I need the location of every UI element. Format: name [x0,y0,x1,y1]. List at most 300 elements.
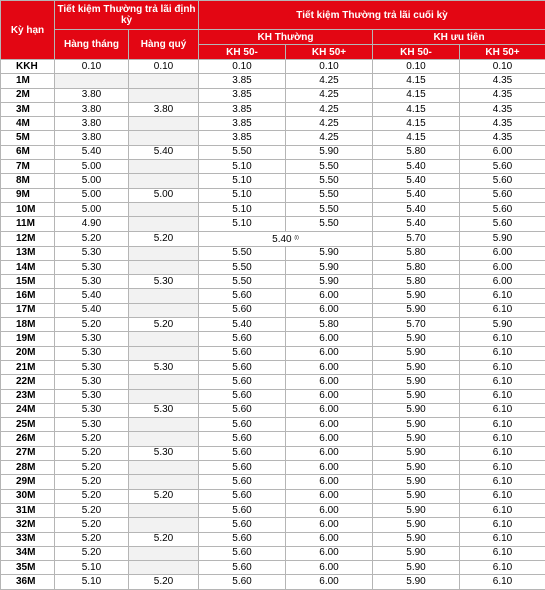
regular-kh50-minus-cell: 5.60 [199,346,286,360]
priority-kh50-plus-cell: 6.10 [460,303,545,317]
quarterly-rate-cell: 5.20 [129,318,199,332]
table-row [1,475,545,489]
priority-kh50-minus-cell: 5.90 [373,303,460,317]
term-cell: 6M [1,145,55,159]
quarterly-rate-cell [129,202,199,216]
table-row [1,217,545,231]
regular-kh50-minus-cell: 3.85 [199,131,286,145]
priority-kh50-minus-header: KH 50- [373,45,460,60]
term-cell: 13M [1,246,55,260]
monthly-rate-cell: 5.30 [55,346,129,360]
term-cell: 10M [1,202,55,216]
regular-kh50-plus-cell: 6.00 [286,418,373,432]
quarterly-rate-cell [129,375,199,389]
quarterly-rate-cell: 5.30 [129,360,199,374]
regular-kh50-plus-cell: 6.00 [286,489,373,503]
monthly-rate-cell: 3.80 [55,117,129,131]
regular-kh50-minus-cell: 5.60 [199,503,286,517]
quarterly-rate-cell [129,332,199,346]
priority-kh50-minus-cell: 0.10 [373,60,460,74]
term-cell: 23M [1,389,55,403]
table-row [1,332,545,346]
regular-kh50-plus-cell: 4.25 [286,74,373,88]
priority-kh50-plus-cell: 5.90 [460,231,545,246]
regular-kh50-plus-cell: 6.00 [286,503,373,517]
regular-kh50-plus-cell: 6.00 [286,561,373,575]
regular-kh50-plus-cell: 5.90 [286,246,373,260]
term-cell: 28M [1,461,55,475]
regular-kh50-minus-cell: 5.60 [199,518,286,532]
quarterly-rate-cell [129,475,199,489]
regular-kh50-plus-cell: 5.90 [286,275,373,289]
quarterly-rate-cell: 5.30 [129,275,199,289]
priority-kh50-minus-cell: 5.90 [373,360,460,374]
regular-kh50-minus-cell: 5.60 [199,475,286,489]
quarterly-rate-cell [129,303,199,317]
priority-kh50-minus-cell: 5.80 [373,145,460,159]
monthly-rate-cell: 5.30 [55,403,129,417]
monthly-rate-cell: 5.40 [55,289,129,303]
quarterly-rate-cell [129,260,199,274]
priority-kh50-plus-cell: 5.60 [460,202,545,216]
monthly-rate-cell: 5.20 [55,231,129,246]
table-row [1,60,545,74]
monthly-header: Hàng tháng [55,30,129,60]
priority-kh50-plus-cell: 4.35 [460,131,545,145]
priority-kh50-minus-cell: 5.40 [373,188,460,202]
term-cell: 2M [1,88,55,102]
regular-kh50-plus-cell: 0.10 [286,60,373,74]
quarterly-rate-cell [129,461,199,475]
regular-kh50-minus-cell: 3.85 [199,74,286,88]
priority-kh50-minus-cell: 5.70 [373,318,460,332]
term-cell: 8M [1,174,55,188]
priority-kh50-minus-cell: 5.80 [373,260,460,274]
regular-kh50-plus-cell: 6.00 [286,432,373,446]
priority-kh50-plus-cell: 6.10 [460,475,545,489]
quarterly-rate-cell [129,346,199,360]
table-row [1,246,545,260]
regular-kh50-minus-cell: 5.60 [199,561,286,575]
priority-kh50-plus-cell: 6.10 [460,575,545,589]
regular-kh50-minus-cell: 5.60 [199,403,286,417]
table-row [1,160,545,174]
monthly-rate-cell: 5.30 [55,389,129,403]
regular-kh50-plus-cell: 6.00 [286,346,373,360]
regular-kh50-minus-cell: 3.85 [199,102,286,116]
monthly-rate-cell: 5.20 [55,503,129,517]
monthly-rate-cell: 5.20 [55,432,129,446]
regular-kh50-minus-cell: 3.85 [199,117,286,131]
priority-customer-header: KH ưu tiên [373,30,545,45]
monthly-rate-cell: 5.30 [55,375,129,389]
regular-kh50-minus-cell: 5.10 [199,160,286,174]
regular-kh50-plus-cell: 5.50 [286,217,373,231]
priority-kh50-minus-cell: 5.90 [373,432,460,446]
monthly-rate-cell: 5.20 [55,532,129,546]
priority-kh50-plus-header: KH 50+ [460,45,545,60]
term-cell: 24M [1,403,55,417]
regular-kh50-minus-cell: 5.60 [199,575,286,589]
term-cell: 25M [1,418,55,432]
quarterly-rate-cell [129,246,199,260]
priority-kh50-plus-cell: 6.00 [460,275,545,289]
priority-kh50-plus-cell: 6.10 [460,346,545,360]
regular-kh50-plus-cell: 4.25 [286,88,373,102]
term-cell: KKH [1,60,55,74]
quarterly-rate-cell [129,546,199,560]
term-cell: 29M [1,475,55,489]
table-row [1,275,545,289]
quarterly-rate-cell: 5.30 [129,446,199,460]
regular-kh50-plus-cell: 6.00 [286,446,373,460]
priority-kh50-minus-cell: 5.40 [373,174,460,188]
priority-kh50-minus-cell: 4.15 [373,131,460,145]
priority-kh50-minus-cell: 5.90 [373,375,460,389]
quarterly-rate-cell: 5.20 [129,532,199,546]
regular-kh50-plus-cell: 6.00 [286,289,373,303]
term-cell: 4M [1,117,55,131]
monthly-rate-cell: 5.10 [55,561,129,575]
table-row [1,375,545,389]
monthly-rate-cell: 5.30 [55,260,129,274]
regular-kh50-minus-cell: 5.60 [199,532,286,546]
priority-kh50-plus-cell: 0.10 [460,60,545,74]
table-row [1,346,545,360]
regular-kh50-minus-cell: 5.50 [199,246,286,260]
regular-kh50-minus-cell: 5.60 [199,432,286,446]
quarterly-rate-cell [129,389,199,403]
regular-kh50-plus-cell: 5.90 [286,260,373,274]
monthly-rate-cell [55,74,129,88]
quarterly-rate-cell: 3.80 [129,102,199,116]
priority-kh50-plus-cell: 6.00 [460,145,545,159]
regular-kh50-plus-cell: 5.80 [286,318,373,332]
monthly-rate-cell: 5.30 [55,246,129,260]
term-cell: 20M [1,346,55,360]
regular-kh50-minus-cell: 5.10 [199,202,286,216]
table-row [1,188,545,202]
regular-kh50-minus-header: KH 50- [199,45,286,60]
regular-merged-rate-cell [199,231,373,246]
monthly-rate-cell: 5.00 [55,174,129,188]
term-cell: 14M [1,260,55,274]
regular-kh50-plus-cell: 6.00 [286,403,373,417]
regular-kh50-minus-cell: 5.60 [199,418,286,432]
regular-kh50-minus-cell: 5.60 [199,332,286,346]
priority-kh50-plus-cell: 6.10 [460,360,545,374]
regular-kh50-minus-cell: 5.10 [199,188,286,202]
priority-kh50-plus-cell: 5.60 [460,174,545,188]
table-body [1,60,545,590]
term-cell: 9M [1,188,55,202]
priority-kh50-plus-cell: 4.35 [460,88,545,102]
priority-kh50-minus-cell: 5.90 [373,461,460,475]
priority-kh50-plus-cell: 5.90 [460,318,545,332]
regular-kh50-plus-cell: 6.00 [286,575,373,589]
quarterly-rate-cell [129,432,199,446]
regular-kh50-plus-cell: 6.00 [286,546,373,560]
regular-kh50-plus-cell: 6.00 [286,303,373,317]
priority-kh50-plus-cell: 6.00 [460,246,545,260]
regular-kh50-minus-cell: 5.60 [199,489,286,503]
table-row [1,432,545,446]
priority-kh50-minus-cell: 5.90 [373,289,460,303]
term-cell: 19M [1,332,55,346]
priority-kh50-plus-cell: 5.60 [460,217,545,231]
table-row [1,503,545,517]
priority-kh50-minus-cell: 4.15 [373,102,460,116]
table-row [1,74,545,88]
regular-kh50-plus-cell: 6.00 [286,475,373,489]
monthly-rate-cell: 3.80 [55,131,129,145]
priority-kh50-minus-cell: 5.90 [373,389,460,403]
priority-kh50-minus-cell: 4.15 [373,88,460,102]
quarterly-rate-cell: 5.30 [129,403,199,417]
term-cell: 36M [1,575,55,589]
monthly-rate-cell: 5.00 [55,160,129,174]
regular-kh50-plus-cell: 4.25 [286,117,373,131]
quarterly-rate-cell: 5.40 [129,145,199,159]
monthly-rate-cell: 5.40 [55,145,129,159]
monthly-rate-cell: 5.30 [55,418,129,432]
regular-kh50-minus-cell: 5.10 [199,217,286,231]
priority-kh50-plus-cell: 6.10 [460,532,545,546]
table-row [1,231,545,246]
priority-kh50-plus-cell: 4.35 [460,74,545,88]
regular-kh50-plus-cell: 5.50 [286,188,373,202]
monthly-rate-cell: 5.20 [55,489,129,503]
priority-kh50-minus-cell: 5.90 [373,489,460,503]
table-row [1,88,545,102]
quarterly-rate-cell: 5.20 [129,575,199,589]
table-row [1,461,545,475]
table-row [1,518,545,532]
quarterly-rate-cell [129,289,199,303]
monthly-rate-cell: 5.20 [55,518,129,532]
table-row [1,102,545,116]
quarterly-rate-cell [129,518,199,532]
priority-kh50-minus-cell: 5.90 [373,575,460,589]
regular-kh50-minus-cell: 3.85 [199,88,286,102]
term-cell: 35M [1,561,55,575]
priority-kh50-plus-cell: 5.60 [460,188,545,202]
footnote-marker: (i) [294,235,298,241]
priority-kh50-minus-cell: 5.40 [373,217,460,231]
term-cell: 1M [1,74,55,88]
term-cell: 7M [1,160,55,174]
quarterly-header: Hàng quý [129,30,199,60]
priority-kh50-minus-cell: 5.90 [373,446,460,460]
priority-kh50-plus-cell: 6.00 [460,260,545,274]
term-cell: 11M [1,217,55,231]
monthly-rate-cell: 5.20 [55,475,129,489]
regular-kh50-plus-cell: 5.50 [286,160,373,174]
priority-kh50-plus-cell: 6.10 [460,461,545,475]
monthly-rate-cell: 5.20 [55,546,129,560]
regular-kh50-minus-cell: 5.60 [199,461,286,475]
table-row [1,532,545,546]
regular-kh50-plus-cell: 6.00 [286,360,373,374]
term-header: Kỳ hạn [1,1,55,60]
priority-kh50-plus-cell: 6.10 [460,561,545,575]
quarterly-rate-cell [129,160,199,174]
quarterly-rate-cell: 5.00 [129,188,199,202]
priority-kh50-plus-cell: 6.10 [460,432,545,446]
periodic-interest-header: Tiết kiệm Thường trả lãi định kỳ [55,1,199,30]
priority-kh50-minus-cell: 5.90 [373,518,460,532]
monthly-rate-cell: 4.90 [55,217,129,231]
quarterly-rate-cell [129,418,199,432]
priority-kh50-plus-cell: 6.10 [460,289,545,303]
priority-kh50-minus-cell: 5.90 [373,532,460,546]
term-cell: 32M [1,518,55,532]
regular-kh50-minus-cell: 5.60 [199,289,286,303]
priority-kh50-minus-cell: 5.70 [373,231,460,246]
priority-kh50-plus-cell: 6.10 [460,375,545,389]
regular-kh50-minus-cell: 5.50 [199,145,286,159]
table-row [1,318,545,332]
regular-kh50-plus-cell: 6.00 [286,375,373,389]
priority-kh50-plus-cell: 6.10 [460,418,545,432]
term-cell: 18M [1,318,55,332]
end-term-interest-header: Tiết kiệm Thường trả lãi cuối kỳ [199,1,545,30]
monthly-rate-cell: 3.80 [55,102,129,116]
priority-kh50-minus-cell: 5.90 [373,503,460,517]
priority-kh50-plus-cell: 6.10 [460,546,545,560]
table-row [1,546,545,560]
monthly-rate-cell: 0.10 [55,60,129,74]
regular-kh50-plus-header: KH 50+ [286,45,373,60]
priority-kh50-plus-cell: 6.10 [460,503,545,517]
term-cell: 34M [1,546,55,560]
priority-kh50-minus-cell: 5.80 [373,246,460,260]
priority-kh50-plus-cell: 6.10 [460,518,545,532]
quarterly-rate-cell [129,503,199,517]
regular-kh50-minus-cell: 5.50 [199,275,286,289]
term-cell: 5M [1,131,55,145]
regular-kh50-minus-cell: 5.50 [199,260,286,274]
table-row [1,131,545,145]
table-row [1,575,545,589]
monthly-rate-cell: 5.20 [55,318,129,332]
term-cell: 22M [1,375,55,389]
regular-kh50-plus-cell: 6.00 [286,332,373,346]
term-cell: 15M [1,275,55,289]
regular-kh50-minus-cell: 5.60 [199,375,286,389]
priority-kh50-plus-cell: 6.10 [460,389,545,403]
regular-kh50-minus-cell: 5.60 [199,546,286,560]
table-row [1,360,545,374]
priority-kh50-plus-cell: 6.10 [460,489,545,503]
quarterly-rate-cell [129,117,199,131]
priority-kh50-minus-cell: 5.90 [373,561,460,575]
table-row [1,202,545,216]
quarterly-rate-cell: 0.10 [129,60,199,74]
table-row [1,561,545,575]
regular-customer-header: KH Thường [199,30,373,45]
quarterly-rate-cell [129,131,199,145]
table-row [1,260,545,274]
quarterly-rate-cell [129,561,199,575]
term-cell: 33M [1,532,55,546]
table-row [1,174,545,188]
term-cell: 16M [1,289,55,303]
priority-kh50-minus-cell: 5.40 [373,160,460,174]
regular-kh50-minus-cell: 5.60 [199,389,286,403]
table-row [1,389,545,403]
term-cell: 3M [1,102,55,116]
regular-kh50-minus-cell: 5.10 [199,174,286,188]
term-cell: 21M [1,360,55,374]
regular-kh50-plus-cell: 6.00 [286,518,373,532]
table-header [1,1,545,60]
quarterly-rate-cell [129,217,199,231]
regular-kh50-minus-cell: 5.60 [199,360,286,374]
priority-kh50-minus-cell: 5.90 [373,475,460,489]
priority-kh50-minus-cell: 5.90 [373,332,460,346]
regular-kh50-minus-cell: 5.60 [199,446,286,460]
table-row [1,289,545,303]
quarterly-rate-cell [129,74,199,88]
monthly-rate-cell: 5.40 [55,303,129,317]
priority-kh50-plus-cell: 4.35 [460,117,545,131]
table-row [1,489,545,503]
priority-kh50-minus-cell: 5.90 [373,546,460,560]
priority-kh50-plus-cell: 6.10 [460,446,545,460]
table-row [1,403,545,417]
regular-kh50-plus-cell: 4.25 [286,131,373,145]
regular-kh50-minus-cell: 5.40 [199,318,286,332]
priority-kh50-plus-cell: 4.35 [460,102,545,116]
priority-kh50-minus-cell: 5.80 [373,275,460,289]
priority-kh50-minus-cell: 4.15 [373,117,460,131]
table-row [1,117,545,131]
regular-kh50-minus-cell: 0.10 [199,60,286,74]
quarterly-rate-cell: 5.20 [129,231,199,246]
priority-kh50-minus-cell: 5.90 [373,418,460,432]
table-row [1,446,545,460]
regular-kh50-plus-cell: 4.25 [286,102,373,116]
priority-kh50-minus-cell: 5.90 [373,403,460,417]
table-row [1,303,545,317]
term-cell: 12M [1,231,55,246]
quarterly-rate-cell [129,174,199,188]
merged-rate-value: 5.40 [272,234,291,245]
monthly-rate-cell: 5.30 [55,332,129,346]
monthly-rate-cell: 5.00 [55,202,129,216]
term-cell: 17M [1,303,55,317]
priority-kh50-plus-cell: 6.10 [460,403,545,417]
monthly-rate-cell: 3.80 [55,88,129,102]
quarterly-rate-cell [129,88,199,102]
monthly-rate-cell: 5.10 [55,575,129,589]
monthly-rate-cell: 5.00 [55,188,129,202]
term-cell: 27M [1,446,55,460]
monthly-rate-cell: 5.30 [55,275,129,289]
monthly-rate-cell: 5.20 [55,446,129,460]
regular-kh50-minus-cell: 5.60 [199,303,286,317]
priority-kh50-plus-cell: 5.60 [460,160,545,174]
quarterly-rate-cell: 5.20 [129,489,199,503]
regular-kh50-plus-cell: 6.00 [286,532,373,546]
monthly-rate-cell: 5.30 [55,360,129,374]
regular-kh50-plus-cell: 5.50 [286,202,373,216]
priority-kh50-minus-cell: 5.40 [373,202,460,216]
regular-kh50-plus-cell: 6.00 [286,461,373,475]
monthly-rate-cell: 5.20 [55,461,129,475]
term-cell: 30M [1,489,55,503]
